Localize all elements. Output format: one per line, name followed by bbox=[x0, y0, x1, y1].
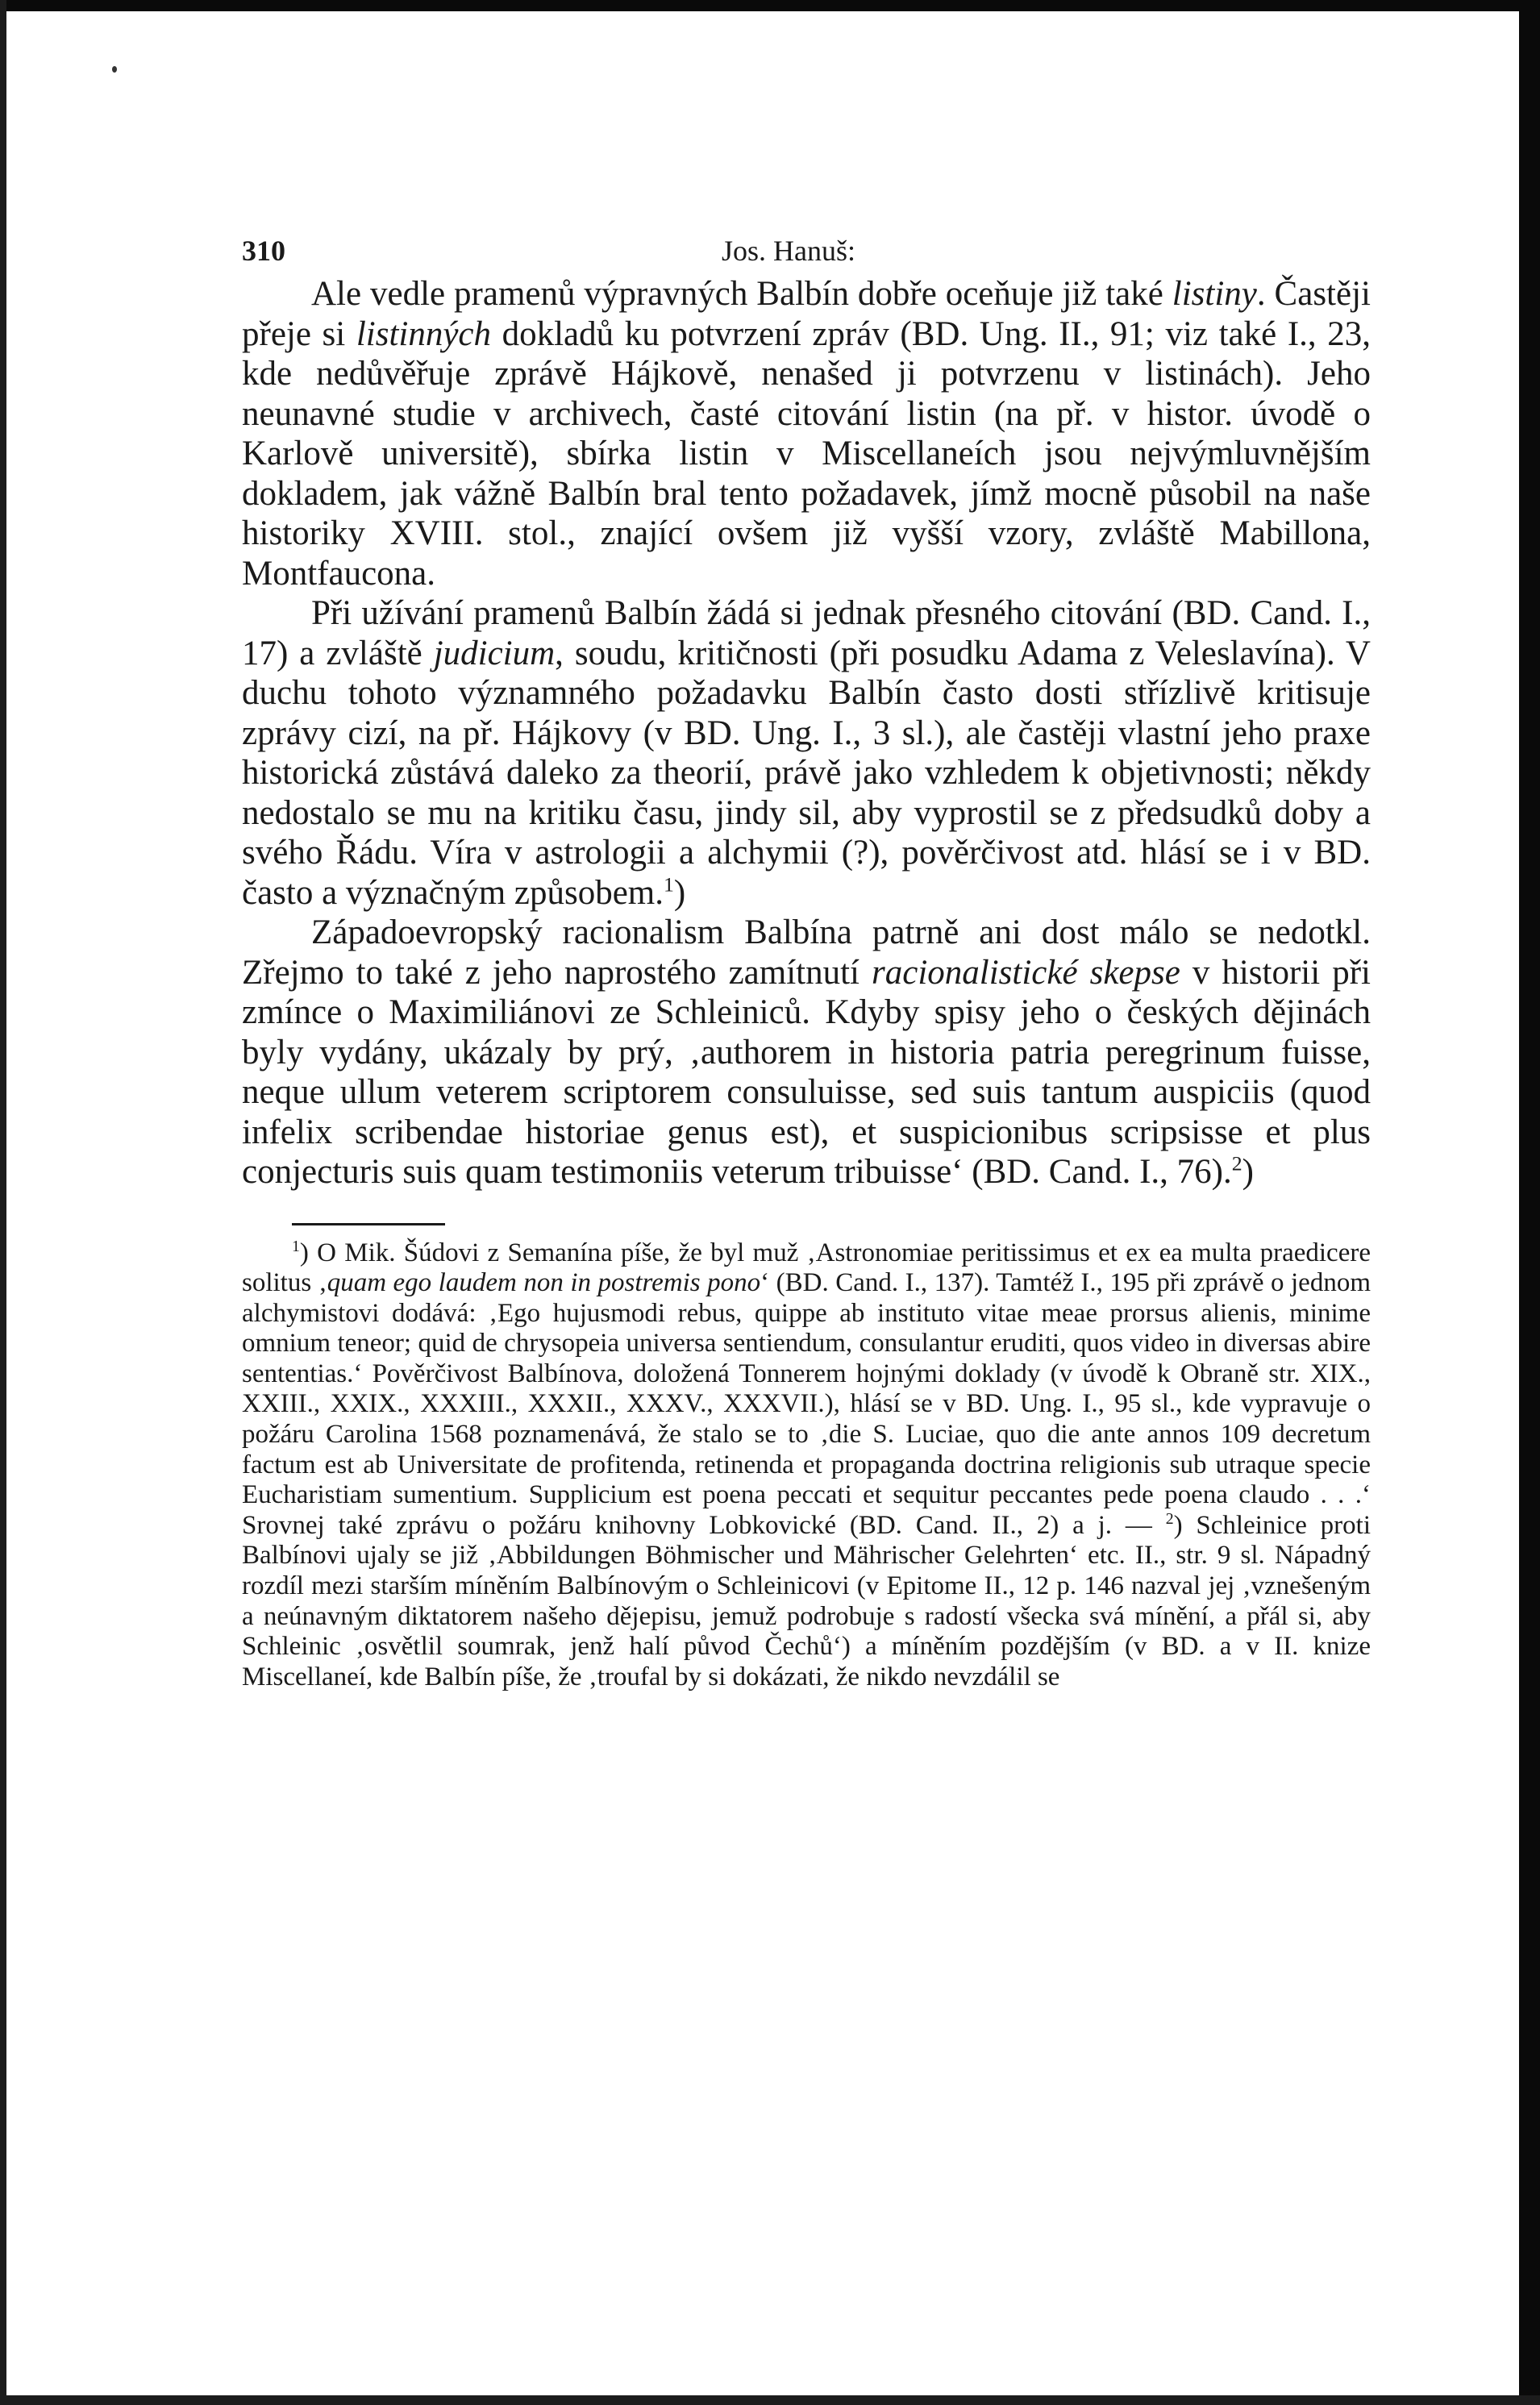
emphasis-listiny: listiny bbox=[1172, 275, 1257, 313]
emphasis-skepse: racionalistické skepse bbox=[872, 953, 1180, 992]
running-title: Jos. Hanuš: bbox=[722, 235, 856, 267]
scan-border-left bbox=[0, 0, 6, 2405]
footnote-text: $^1$) O Mik. Šúdovi z Semanína píše, že byl muž ‚Astronomiae peritissimus et ex ea multa praedicere solitus ‚quam ego laudem non in postremis pono‘ (BD. Cand. I., 137). Tamtéž I., 195 při zprávě o jednom alchymistovi dodává: ‚Ego hujusmodi rebus, quippe ab instituto vitae meae prorsus alienis, minime omnium teneor; quid de chrysopeia universa sentiendum, consulantur eruditi, quos video in diversas abire sententias.‘ Pověrčivost Balbínova, doložená Tonnerem hojnými doklady (v úvodě k Obraně str. XIX., XXIII., XXIX., XXXIII., XXXII., XXXV., XXXVII.), hlásí se v BD. Ung. I., 95 sl., kde vypravuje o požáru Carolina 1568 poznamenává, že stalo se to ‚die S. Luciae, quo die ante annos 109 decretum factum est ab Universitate de profitenda, retinenda et propaganda doctrina religionis sub utraque specie Eucharistiam sumentium. Supplicium est poena peccati et sequitur peccantes pede poena claudo . . .‘ Srovnej také zprávu o požáru knihovny Lobkovické (BD. Cand. II., 2) a j. — $^2$) Schleinice proti Balbínovi ujaly se již ‚Abbildungen Böhmischer und Mährischer Gelehrten‘ etc. II., str. 9 sl. Nápadný rozdíl mezi starším míněním Balbínovým o Schleinicovi (v Epitome II., 12 p. 146 nazval jej ‚vznešeným a neúnavným diktatorem našeho dějepisu, jemuž podrobuje s radostí všecka svá mínění, a přál si, aby Schleinic ‚osvětlil soumrak, jenž halí původ Čechů‘) a míněním pozdějším (v BD. a v II. knize Miscellaneí, kde Balbín píše, že ‚troufal by si dokázati, že nikdo nevzdálil se bbox=[242, 1237, 1371, 1691]
scan-border-bottom bbox=[0, 2395, 1540, 2405]
footnote-marker-1: 1 bbox=[292, 1237, 300, 1255]
paragraph-1: Ale vedle pramenů výpravných Balbín dobře oceňuje již také listiny. Častěji přeje si listinných dokladů ku potvrzení zpráv (BD. Ung. II., 91; viz také I., 23, kde nedůvěřuje zprávě Hájkově, nenašed ji potvrzenu v listinách). Jeho neunavné studie v archivech, časté citování listin (na př. v histor. úvodě o Karlově universitě), sbírka listin v Miscellaneích jsou nejvýmluvnějším dokladem, jak vážně Balbín bral tento požadavek, jímž mocně působil na naše historiky XVIII. stol., znající ovšem již vyšší vzory, zvláště Mabillona, Montfaucona. bbox=[242, 275, 1371, 593]
scan-border-top bbox=[0, 0, 1540, 11]
scan-speck bbox=[112, 66, 117, 73]
footnote-emphasis: quam ego laudem non in postremis pono bbox=[327, 1268, 761, 1298]
paragraph-2: Při užívání pramenů Balbín žádá si jednak přesného citování (BD. Cand. I., 17) a zvláště judicium, soudu, kritičnosti (při posudku Adama z Veleslavína). V duchu tohoto významného požadavku Balbín často dosti střízlivě kritisuje zprávy cizí, na př. Hájkovy (v BD. Ung. I., 3 sl.), ale častěji vlastní jeho praxe historická zůstává daleko za theorií, právě jako vzhledem k objetivnosti; někdy nedostalo se mu na kritiku času, jindy sil, aby vyprostil se z předsudků doby a svého Řádu. Víra v astrologii a alchymii (?), pověrčivost atd. hlásí se i v BD. často a význačným způsobem.$^1$) bbox=[242, 594, 1371, 912]
paragraph-3: Západoevropský racionalism Balbína patrně ani dost málo se nedotkl. Zřejmo to také z jeho naprostého zamítnutí racionalistické skepse v historii při zmínce o Maximiliánovi ze Schleiniců. Kdyby spisy jeho o českých dějinách byly vydány, ukázaly by prý, ‚authorem in historia patria peregrinum fuisse, neque ullum veterem scriptorem consuluisse, sed suis tantum auspiciis (quod infelix scribendae historiae genus est), et suspicionibus scripsisse et plus conjecturis suis quam testimoniis veterum tribuisse‘ (BD. Cand. I., 76).$^2$) bbox=[242, 913, 1371, 1191]
footnote-ref-1: 1 bbox=[664, 872, 674, 897]
footnote-ref-2: 2 bbox=[1231, 1151, 1242, 1175]
page-number: 310 bbox=[242, 235, 285, 267]
scan-border-right bbox=[1519, 0, 1540, 2405]
footnote-marker-2: 2 bbox=[1165, 1509, 1174, 1528]
emphasis-judicium: judicium bbox=[433, 634, 556, 672]
footnotes bbox=[242, 1238, 1371, 1693]
emphasis-listinnych: listinných bbox=[356, 314, 492, 353]
body-text bbox=[242, 274, 1371, 1192]
footnote-rule bbox=[292, 1223, 445, 1225]
book-page bbox=[242, 226, 1371, 1692]
page-header bbox=[242, 226, 1371, 274]
